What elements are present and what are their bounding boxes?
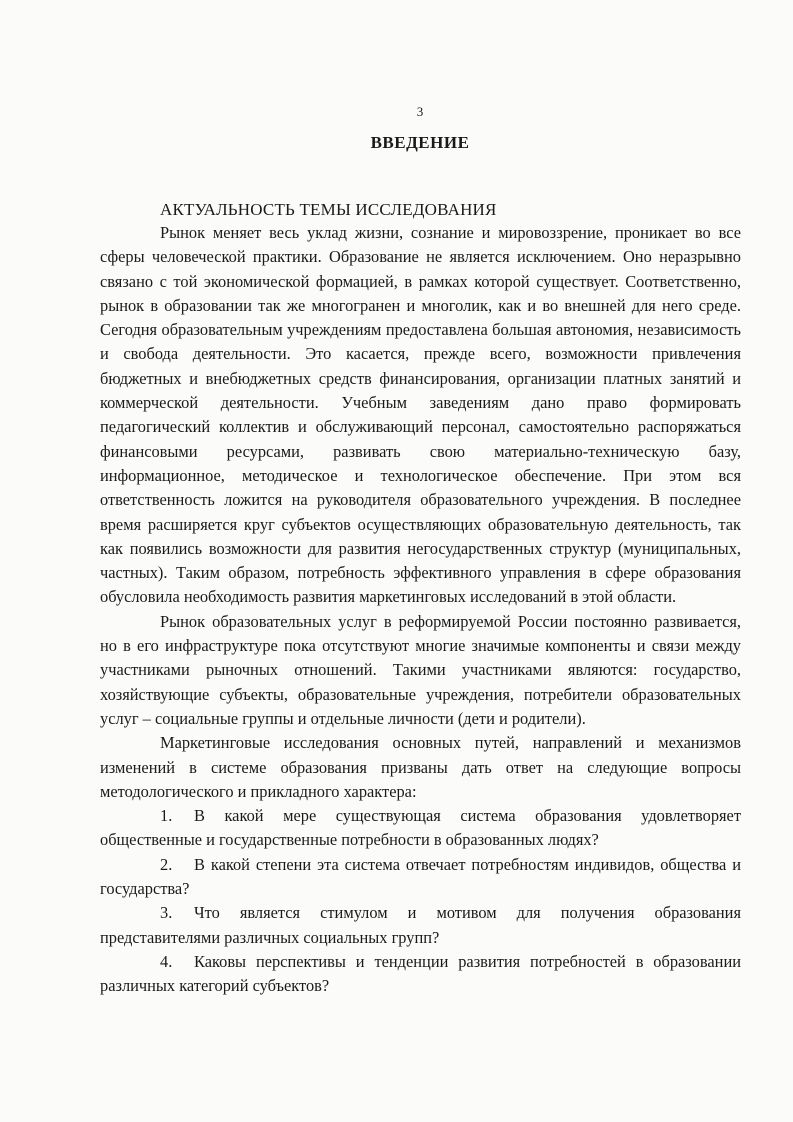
question-number: 2.: [160, 854, 173, 874]
question-text: Каковы перспективы и тенденции развития потребностей в образовании различных категорий субъектов?: [100, 951, 741, 996]
question-text: В какой степени эта система отвечает потребностям индивидов, общества и государства?: [100, 854, 741, 899]
paragraph: Рынок меняет весь уклад жизни, сознание и мировоззрение, проникает во все сферы человеческой практики. Образование не является исключением. Оно неразрывно связано с той экономической формацией, в рамках которой существует. Соответственно, рынок в образовании так же многогранен и многолик, как и во внешней для него среде. Сегодня образовательным учреждениям предоставлена большая автономия, независимость и свобода деятельности. Это касается, прежде всего, возможности привлечения бюджетных и внебюджетных средств финансирования, организации платных занятий и коммерческой деятельности. Учебным заведениям дано право формировать педагогический коллектив и обслуживающий персонал, самостоятельно распоряжаться финансовыми ресурсами, развивать свою материально-техническую базу, информационное, методическое и технологическое обеспечение. При этом вся ответственность ложится на руководителя образовательного учреждения. В последнее время расширяется круг субъектов осуществляющих образовательную деятельность, так как появились возможности для развития негосударственных структур (муниципальных, частных). Таким образом, потребность эффективного управления в сфере образования обусловила необходимость развития маркетинговых исследований в этой области.: [100, 223, 741, 607]
question-number: 4.: [160, 951, 173, 971]
paragraph: Маркетинговые исследования основных путей, направлений и механизмов изменений в системе образования призваны дать ответ на следующие вопросы методологического и прикладного характера:: [100, 733, 741, 801]
question-item: [100, 950, 741, 999]
question-text: В какой мере существующая система образования удовлетворяет общественные и государственные потребности в образованных людях?: [100, 806, 741, 850]
body-text: [100, 221, 741, 999]
question-item: [100, 804, 741, 853]
question-text: Что является стимулом и мотивом для получения образования представителями различных социальных групп?: [100, 903, 741, 947]
question-item: [100, 853, 741, 902]
paragraph: Рынок образовательных услуг в реформируемой России постоянно развивается, но в его инфраструктуре пока отсутствуют многие значимые компоненты и связи между участниками рыночных отношений. Такими участниками являются: государство, хозяйствующие субъекты, образовательные учреждения, потребители образовательных услуг – социальные группы и отдельные личности (дети и родители).: [100, 611, 741, 728]
subsection-heading: АКТУАЛЬНОСТЬ ТЕМЫ ИССЛЕДОВАНИЯ: [160, 200, 497, 219]
page-number: 3: [416, 104, 424, 119]
question-item: [100, 901, 741, 950]
section-heading: ВВЕДЕНИЕ: [370, 133, 470, 152]
question-number: 1.: [160, 806, 173, 826]
question-number: 3.: [160, 903, 173, 923]
